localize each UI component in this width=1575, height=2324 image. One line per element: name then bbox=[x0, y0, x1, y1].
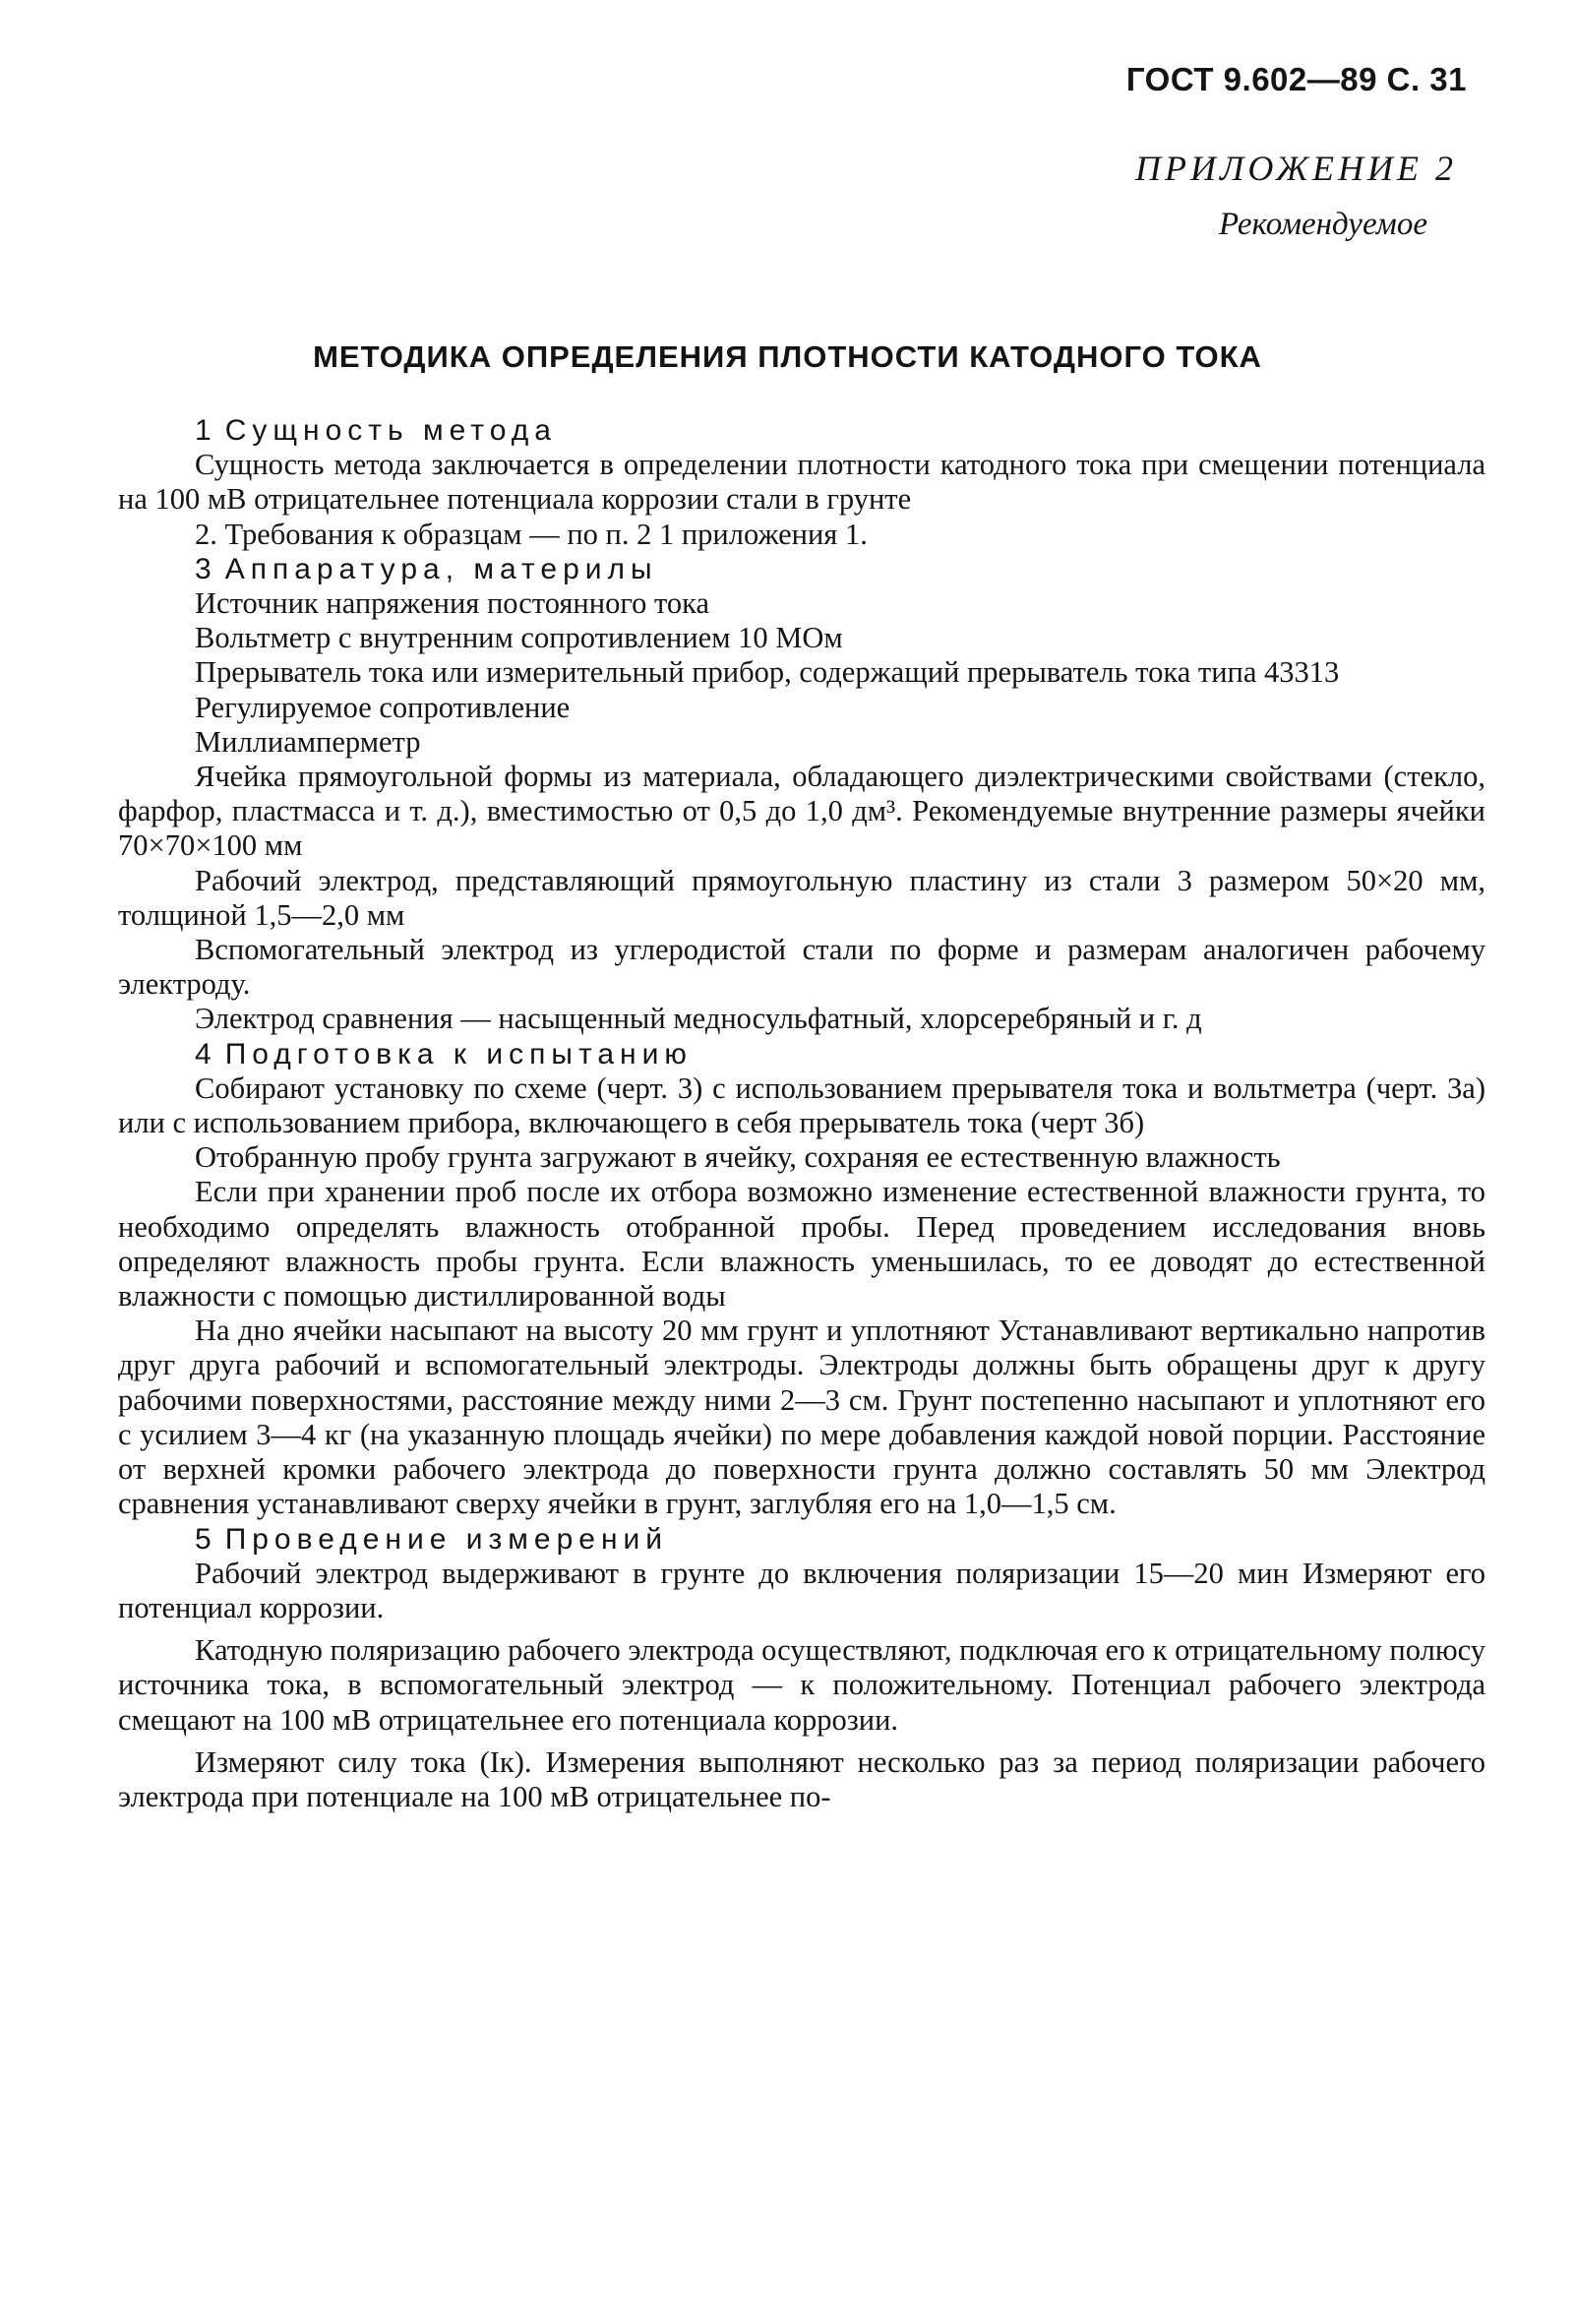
section-5-paragraph: Катодную поляризацию рабочего электрода осуществляют, подключая его к отрицательному полюсу источника тока, в вспомогательный электрод — к положительному. Потенциал рабочего электрода смещают на 100 мВ отрицательнее его потенциала коррозии. bbox=[118, 1633, 1485, 1737]
section-5-heading bbox=[118, 1522, 1485, 1557]
document-title: МЕТОДИКА ОПРЕДЕЛЕНИЯ ПЛОТНОСТИ КАТОДНОГО ТОКА bbox=[313, 339, 1262, 374]
section-2-paragraph: 2. Требования к образцам — по п. 2 1 приложения 1. bbox=[195, 517, 868, 551]
document-body bbox=[118, 413, 1485, 1814]
section-1-paragraph: Сущность метода заключается в определении плотности катодного тока при смещении потенциала на 100 мВ отрицательнее потенциала коррозии стали в грунте bbox=[118, 448, 1485, 517]
section-3-item: Вспомогательный электрод из углеродистой стали по форме и размерам аналогичен рабочему электроду. bbox=[118, 933, 1485, 1002]
section-4-number: 4 bbox=[195, 1037, 212, 1070]
section-4-paragraph: На дно ячейки насыпают на высоту 20 мм грунт и уплотняют Устанавливают вертикально напротив друг друга рабочий и вспомогательный электроды. Электроды должны быть обращены друг к другу рабочими поверхностями, расстояние между ними 2—3 см. Грунт постепенно насыпают и уплотняют его с усилием 3—4 кг (на указанную площадь ячейки) по мере добавления каждой новой порции. Расстояние от верхней кромки рабочего электрода до поверхности грунта должно составлять 50 мм Электрод сравнения устанавливают сверху ячейки в грунт, заглубляя его на 1,0—1,5 см. bbox=[118, 1314, 1485, 1521]
section-1-number: 1 bbox=[195, 414, 212, 447]
section-5-title: Проведение измерений bbox=[224, 1522, 669, 1556]
section-3-heading bbox=[118, 552, 1485, 586]
section-3-item: Миллиамперметр bbox=[195, 724, 421, 759]
section-5-number: 5 bbox=[195, 1522, 212, 1556]
section-3-item: Прерыватель тока или измерительный прибор, содержащий прерыватель тока типа 43313 bbox=[195, 655, 1340, 690]
section-5-paragraph: Измеряют силу тока (Iк). Измерения выполняют несколько раз за период поляризации рабочего электрода при потенциале на 100 мВ отрицательнее по- bbox=[118, 1744, 1485, 1813]
section-3-item: Регулируемое сопротивление bbox=[195, 690, 571, 724]
section-5-paragraph: Рабочий электрод выдерживают в грунте до включения поляризации 15—20 мин Измеряют его потенциал коррозии. bbox=[118, 1556, 1485, 1624]
section-4-title: Подготовка к испытанию bbox=[224, 1037, 693, 1070]
section-4-paragraph: Собирают установку по схеме (черт. 3) с использованием прерывателя тока и вольтметра (черт. 3а) или с использованием прибора, включающего в себя прерыватель тока (черт 3б) bbox=[118, 1070, 1485, 1140]
section-4-paragraph: Отобранную пробу грунта загружают в ячейку, сохраняя ее естественную влажность bbox=[195, 1140, 1281, 1175]
section-3-number: 3 bbox=[195, 552, 212, 585]
section-3-item: Вольтметр с внутренним сопротивлением 10 МОм bbox=[195, 621, 843, 655]
appendix-label: ПРИЛОЖЕНИЕ 2 bbox=[1135, 149, 1457, 188]
section-4-paragraph: Если при хранении проб после их отбора возможно изменение естественной влажности грунта, то необходимо определять влажность отобранной пробы. Перед проведением исследования вновь определяют влажность пробы грунта. Если влажность уменьшилась, то ее доводят до естественной влажности с помощью дистиллированной воды bbox=[118, 1175, 1485, 1314]
section-3-item: Ячейка прямоугольной формы из материала, обладающего диэлектрическими свойствами (стекло, фарфор, пластмасса и т. д.), вместимостью от 0,5 до 1,0 дм³. Рекомендуемые внутренние размеры ячейки 70×70×100 мм bbox=[118, 760, 1485, 863]
section-1-title: Сущность метода bbox=[224, 414, 557, 447]
document-code: ГОСТ 9.602—89 С. 31 bbox=[1125, 61, 1467, 97]
section-3-item: Источник напряжения постоянного тока bbox=[195, 586, 710, 621]
section-3-title: Аппаратура, материлы bbox=[224, 552, 658, 585]
section-1-heading bbox=[118, 413, 1485, 448]
section-3-item: Электрод сравнения — насыщенный медносульфатный, хлорсеребряный и г. д bbox=[195, 1002, 1202, 1036]
section-3-item: Рабочий электрод, представляющий прямоугольную пластину из стали 3 размером 50×20 мм, толщиной 1,5—2,0 мм bbox=[118, 863, 1485, 932]
appendix-note: Рекомендуемое bbox=[1218, 207, 1427, 242]
section-4-heading bbox=[118, 1037, 1485, 1071]
